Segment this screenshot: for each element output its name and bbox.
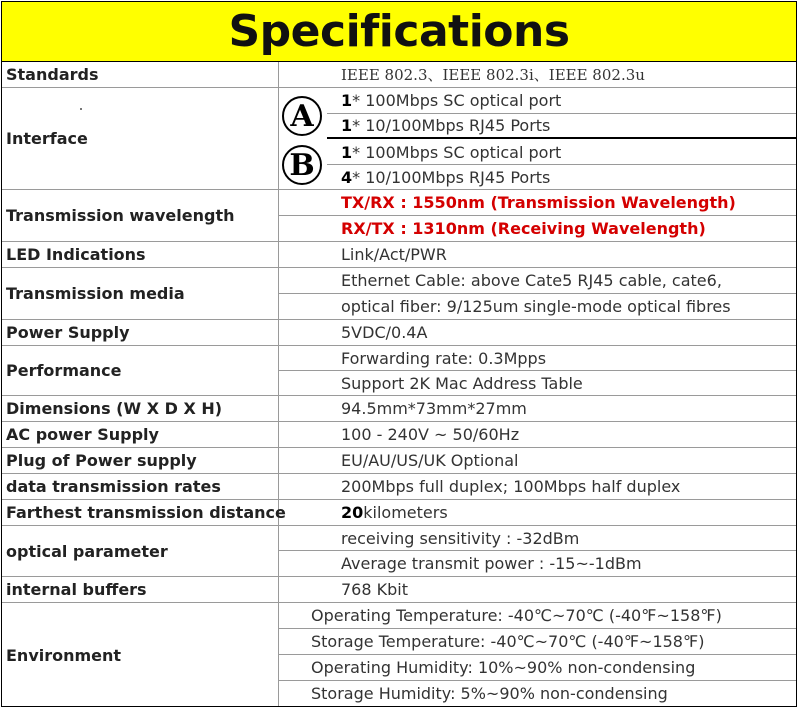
wavelength-rx: RX/TX : 1310nm (Receiving Wavelength) (341, 219, 706, 238)
row-label: Transmission media (2, 268, 279, 319)
row-label: Standards (2, 62, 279, 87)
row-value: Link/Act/PWR (341, 245, 447, 264)
row-led (2, 242, 796, 268)
row-wavelength (2, 190, 796, 242)
row-optical (2, 526, 796, 577)
row-label: AC power Supply (2, 422, 279, 447)
interface-b-line2: 4 * 10/100Mbps RJ45 Ports (341, 167, 551, 187)
row-value: IEEE 802.3、IEEE 802.3i、IEEE 802.3u (341, 66, 645, 84)
wavelength-tx: TX/RX : 1550nm (Transmission Wavelength) (279, 190, 796, 216)
variant-b-marker: B (282, 145, 322, 185)
row-ac-power (2, 422, 796, 448)
row-label: data transmission rates (2, 474, 279, 499)
row-value: 20 kilometers (341, 503, 448, 522)
env-operating-temp: Operating Temperature: -40℃~70℃ (-40℉~158℉) (279, 603, 796, 629)
title-banner (2, 2, 796, 62)
performance-mac-table: Support 2K Mac Address Table (341, 373, 583, 393)
media-ethernet: Ethernet Cable: above Cate5 RJ45 cable, cate6, (279, 268, 796, 294)
row-label: Transmission wavelength (2, 190, 279, 241)
variant-a-marker: A (282, 96, 322, 136)
row-label: Dimensions (W X D X H) (2, 396, 279, 421)
speck-dot (80, 108, 82, 110)
interface-b-line1: 1 * 100Mbps SC optical port (327, 140, 796, 165)
row-buffers (2, 577, 796, 603)
row-label: Performance (2, 346, 279, 395)
spec-sheet (1, 1, 797, 707)
row-value: 94.5mm*73mm*27mm (341, 399, 527, 418)
row-power (2, 320, 796, 346)
row-distance (2, 500, 796, 526)
env-storage-humidity: Storage Humidity: 5%~90% non-condensing (311, 684, 668, 703)
env-storage-temp: Storage Temperature: -40℃~70℃ (-40℉~158℉) (279, 629, 796, 655)
optical-sensitivity: receiving sensitivity : -32dBm (279, 526, 796, 551)
row-standards (2, 62, 796, 88)
row-interface (2, 88, 796, 190)
row-value: 200Mbps full duplex; 100Mbps half duplex (341, 477, 681, 496)
optical-transmit-power: Average transmit power : -15~-1dBm (341, 554, 642, 573)
media-fiber: optical fiber: 9/125um single-mode optical fibres (341, 297, 731, 316)
row-label: internal buffers (2, 577, 279, 602)
row-label: Interface (2, 88, 279, 189)
row-label: Power Supply (2, 320, 279, 345)
row-label: Plug of Power supply (2, 448, 279, 473)
env-operating-humidity: Operating Humidity: 10%~90% non-condensing (279, 655, 796, 681)
row-value: EU/AU/US/UK Optional (341, 451, 519, 470)
row-value: 100 - 240V ~ 50/60Hz (341, 425, 520, 444)
performance-forwarding: Forwarding rate: 0.3Mpps (279, 346, 796, 371)
row-value: 5VDC/0.4A (341, 323, 428, 342)
row-media (2, 268, 796, 320)
row-performance (2, 346, 796, 396)
interface-a-line1: 1 * 100Mbps SC optical port (327, 88, 796, 114)
row-environment (2, 603, 796, 707)
row-value: 768 Kbit (341, 580, 408, 599)
row-label: Environment (2, 603, 279, 707)
row-label: Farthest transmission distance (2, 500, 279, 525)
row-rates (2, 474, 796, 500)
row-plug (2, 448, 796, 474)
interface-a-line2: 1 * 10/100Mbps RJ45 Ports (327, 114, 796, 139)
row-dimensions (2, 396, 796, 422)
page-title: Specifications (228, 6, 570, 57)
row-label: optical parameter (2, 526, 279, 576)
row-label: LED Indications (2, 242, 279, 267)
